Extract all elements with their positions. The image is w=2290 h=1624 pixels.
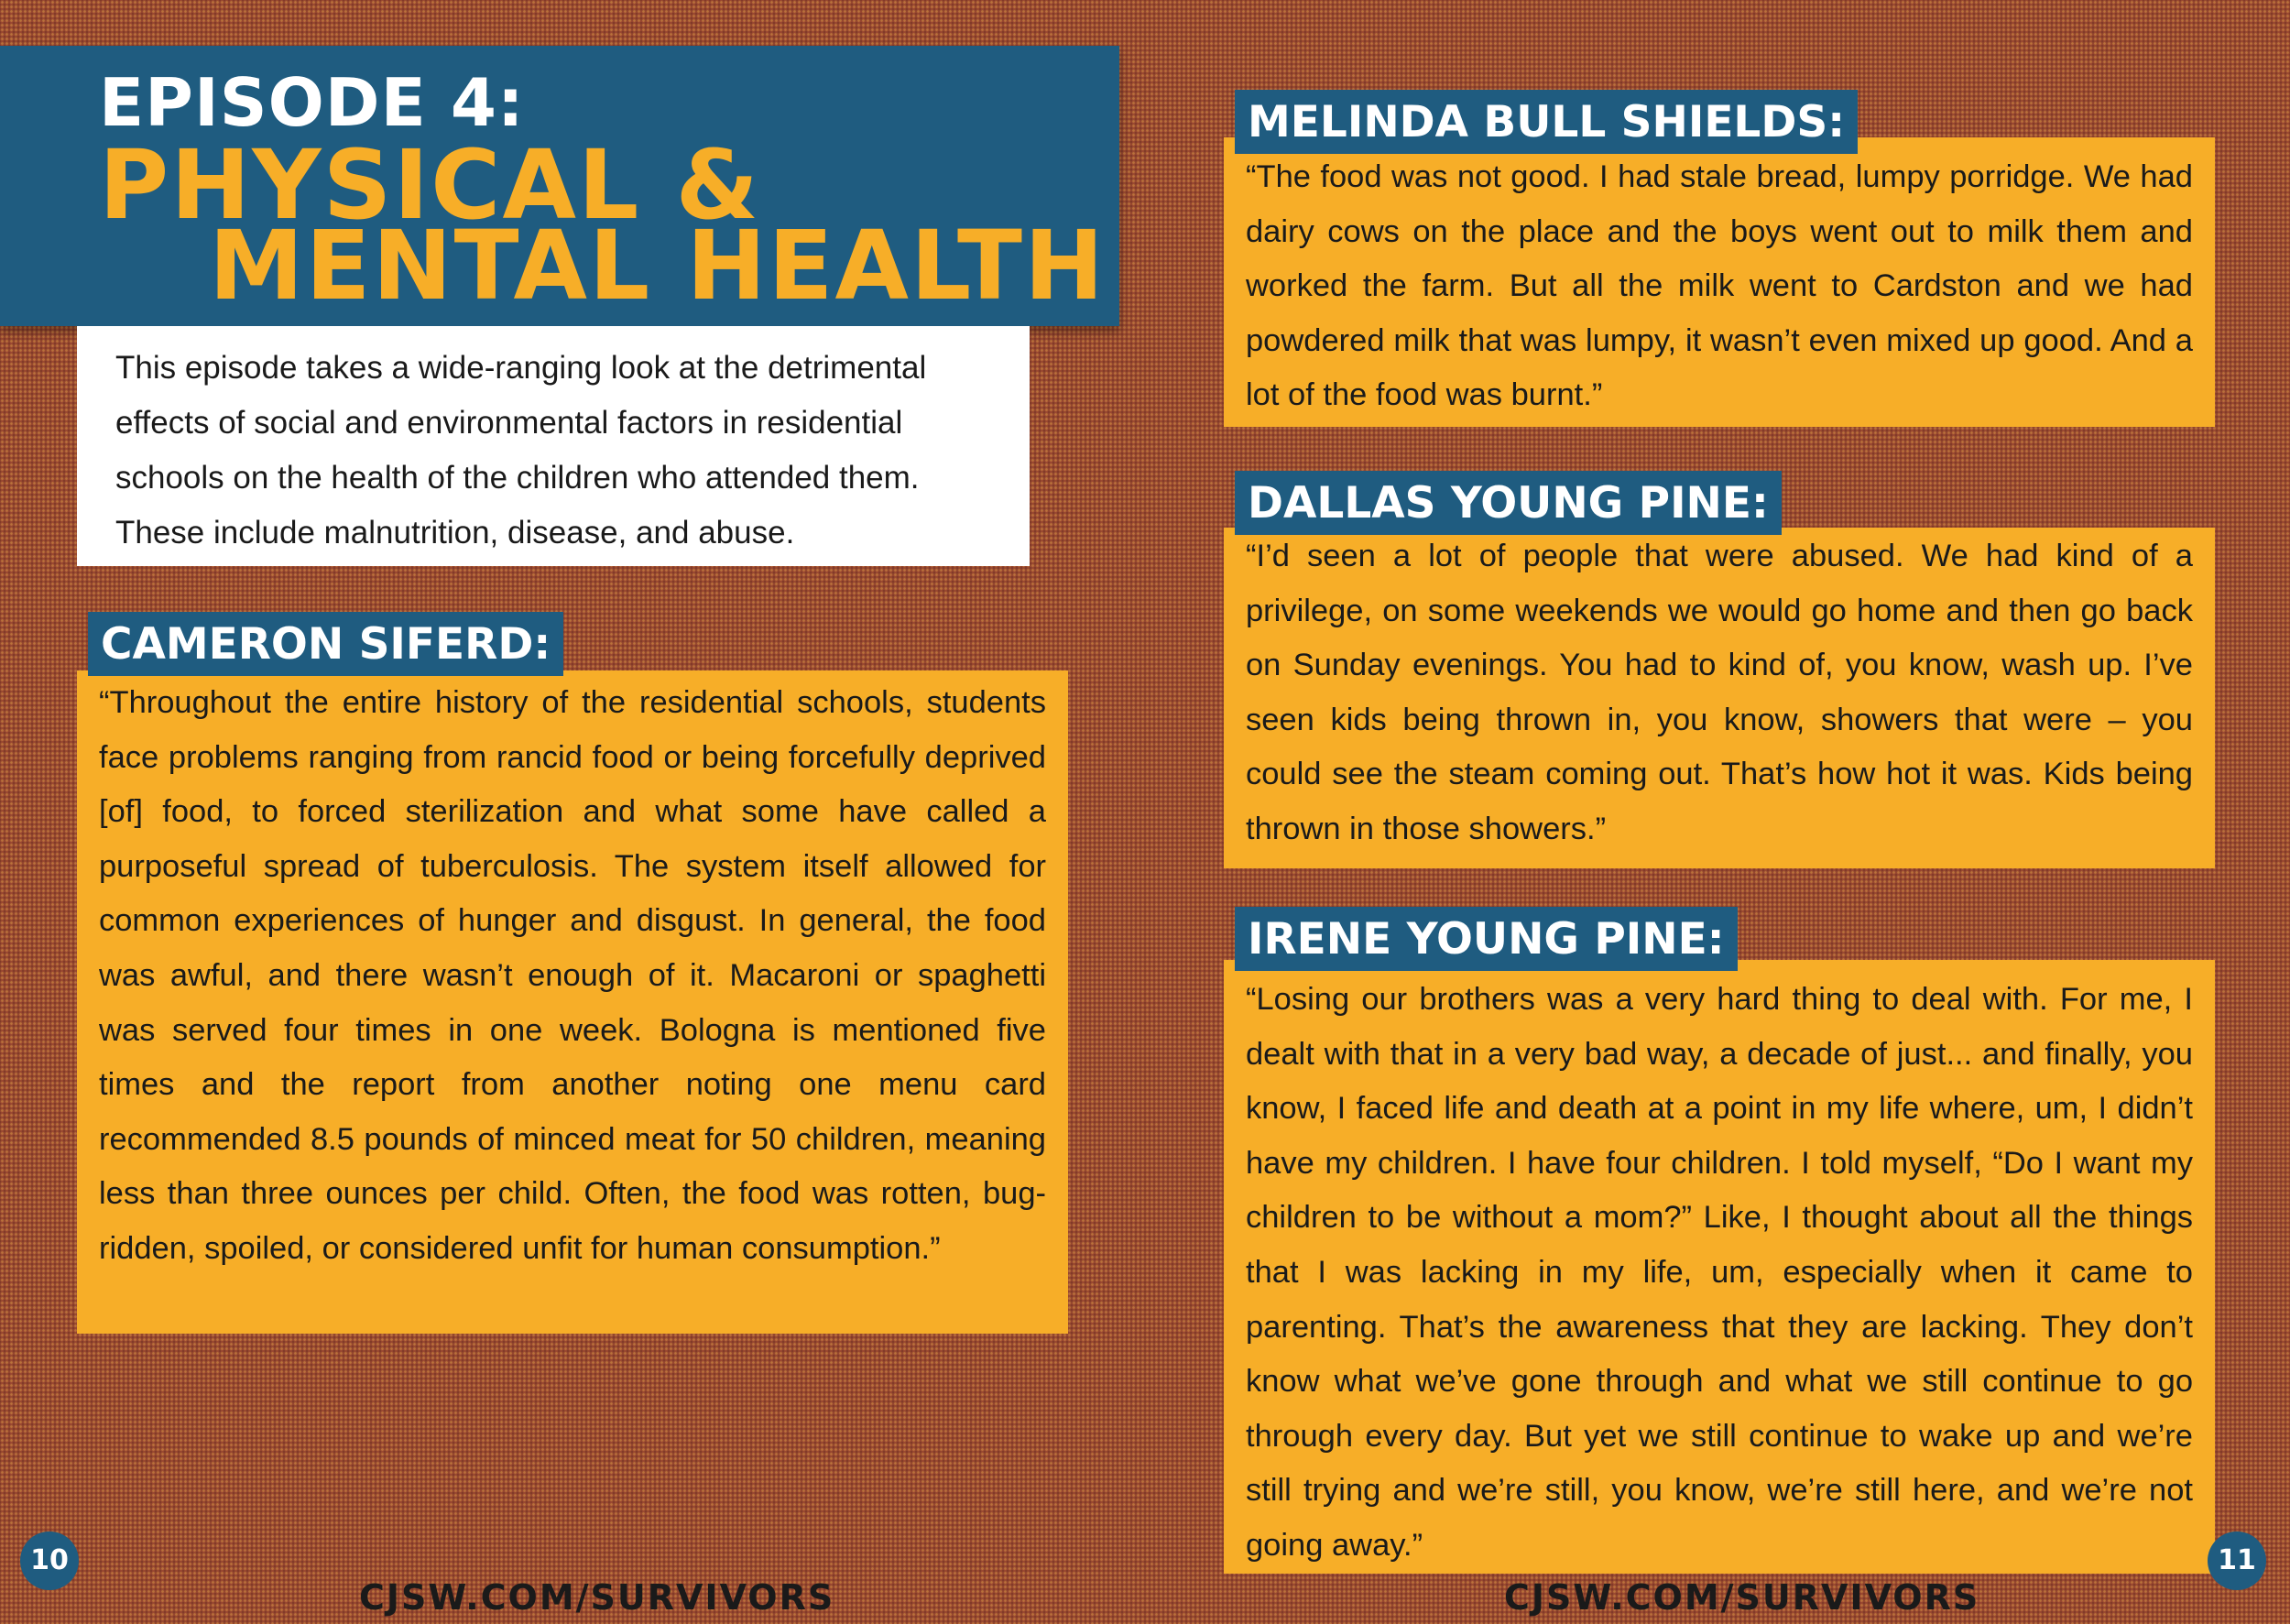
intro-description: This episode takes a wide-ranging look at the detrimental effects of social and environmental factors in residential schools on the health of the children who attended them. These include malnutrition, disease, and abuse. <box>77 326 1030 566</box>
episode-title-line-2: MENTAL HEALTH <box>209 210 1107 322</box>
title-banner <box>0 46 1119 326</box>
episode-label: EPISODE 4: <box>99 64 525 141</box>
quote-melinda: “The food was not good. I had stale bread, lumpy porridge. We had dairy cows on the place and the boys went out to milk them and worked the farm. But all the milk went to Cardston and we had powdered milk that was lumpy, it wasn’t even mixed up good. And a lot of the food was burnt.” <box>1224 137 2215 427</box>
speaker-name-cameron: CAMERON SIFERD: <box>88 612 563 676</box>
quote-irene: “Losing our brothers was a very hard thing to deal with. For me, I dealt with that in a very bad way, a decade of just... and finally, you know, I faced life and death at a point in my life where, um, I didn’t have my children. I have four children. I told myself, “Do I want my children to be without a mom?” Like, I thought about all the things that I was lacking in my life, um, especially when it came to parenting. That’s the awareness that they are lacking. They don’t know what we’ve gone through and what we still continue to go through every day. But yet we still continue to wake up and we’re still trying and we’re still, you know, we’re still here, and we’re not going away.” <box>1224 960 2215 1574</box>
page-number-left: 10 <box>20 1531 79 1590</box>
footer-url-left[interactable]: CJSW.COM/SURVIVORS <box>359 1577 835 1618</box>
episode-title-line-1: PHYSICAL & <box>99 129 761 241</box>
speaker-name-irene: IRENE YOUNG PINE: <box>1235 907 1738 971</box>
footer-url-right[interactable]: CJSW.COM/SURVIVORS <box>1504 1577 1980 1618</box>
quote-cameron: “Throughout the entire history of the residential schools, students face problems ranging from rancid food or being forcefully deprived [of] food, to forced sterilization and what some have called a purposeful spread of tuberculosis. The system itself allowed for common experiences of hunger and disgust. In general, the food was awful, and there wasn’t enough of it. Macaroni or spaghetti was served four times in one week. Bologna is mentioned five times and the report from another noting one menu card recommended 8.5 pounds of minced meat for 50 children, meaning less than three ounces per child. Often, the food was rotten, bug-ridden, spoiled, or considered unfit for human consumption.” <box>77 670 1068 1334</box>
quote-dallas: “I’d seen a lot of people that were abused. We had kind of a privilege, on some weekends we would go home and then go back on Sunday evenings. You had to kind of, you know, wash up. I’ve seen kids being thrown in, you know, showers that were – you could see the steam coming out. That’s how hot it was. Kids being thrown in those showers.” <box>1224 528 2215 868</box>
speaker-name-melinda: MELINDA BULL SHIELDS: <box>1235 90 1858 154</box>
page-number-right: 11 <box>2208 1531 2266 1590</box>
speaker-name-dallas: DALLAS YOUNG PINE: <box>1235 471 1782 535</box>
